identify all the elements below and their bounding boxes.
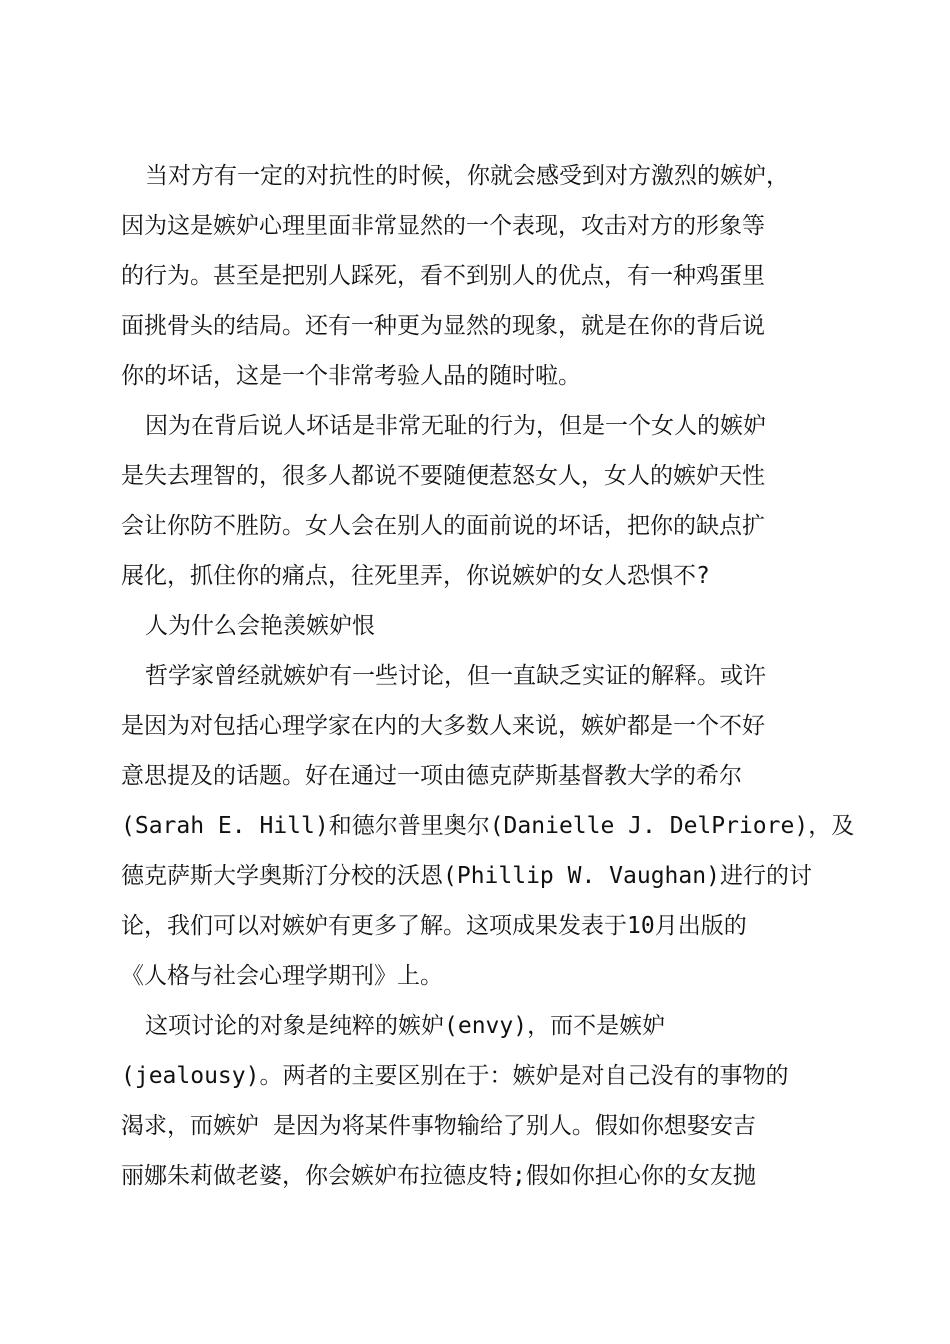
text-line: 是因为对包括心理学家在内的大多数人来说，嫉妒都是一个不好: [121, 713, 765, 739]
text-line: 是失去理智的，很多人都说不要随便惹怒女人，女人的嫉妒天性: [121, 463, 765, 489]
text-line: 哲学家曾经就嫉妒有一些讨论，但一直缺乏实证的解释。或许: [145, 663, 766, 689]
paragraph-4: [121, 1001, 833, 1201]
text-line: 因为在背后说人坏话是非常无耻的行为，但是一个女人的嫉妒: [145, 413, 766, 439]
paragraph-2: [121, 401, 833, 601]
text-line: 渴求，而嫉妒 是因为将某件事物输给了别人。假如你想娶安吉: [121, 1113, 756, 1139]
text-line: 展化，抓住你的痛点，往死里弄，你说嫉妒的女人恐惧不?: [121, 563, 710, 589]
text-line: 的行为。甚至是把别人踩死，看不到别人的优点，有一种鸡蛋里: [121, 263, 765, 289]
text-line: 德克萨斯大学奥斯汀分校的沃恩(Phillip W. Vaughan)进行的讨: [121, 863, 812, 889]
heading-line: 人为什么会艳羡嫉妒恨: [145, 613, 375, 639]
text-line: (jealousy)。两者的主要区别在于：嫉妒是对自己没有的事物的: [121, 1063, 789, 1089]
text-line: 丽娜朱莉做老婆，你会嫉妒布拉德皮特;假如你担心你的女友抛: [121, 1163, 756, 1189]
text-line: 当对方有一定的对抗性的时候，你就会感受到对方激烈的嫉妒，: [145, 163, 789, 189]
text-line: 会让你防不胜防。女人会在别人的面前说的坏话，把你的缺点扩: [121, 513, 765, 539]
text-line: (Sarah E. Hill)和德尔普里奥尔(Danielle J. DelPriore)，及: [121, 813, 855, 839]
text-line: 因为这是嫉妒心理里面非常显然的一个表现，攻击对方的形象等: [121, 213, 765, 239]
paragraph-1: [121, 151, 833, 401]
text-line: 你的坏话，这是一个非常考验人品的随时啦。: [121, 363, 581, 389]
section-heading: [121, 601, 833, 651]
text-line: 这项讨论的对象是纯粹的嫉妒(envy)，而不是嫉妒: [145, 1013, 666, 1039]
document-body: [121, 151, 855, 1201]
text-line: 意思提及的话题。好在通过一项由德克萨斯基督教大学的希尔: [121, 763, 742, 789]
text-line: 面挑骨头的结局。还有一种更为显然的现象，就是在你的背后说: [121, 313, 765, 339]
paragraph-3: [121, 651, 855, 1001]
text-line: 《人格与社会心理学期刊》上。: [121, 963, 443, 989]
text-line: 论，我们可以对嫉妒有更多了解。这项成果发表于10月出版的: [121, 913, 747, 939]
